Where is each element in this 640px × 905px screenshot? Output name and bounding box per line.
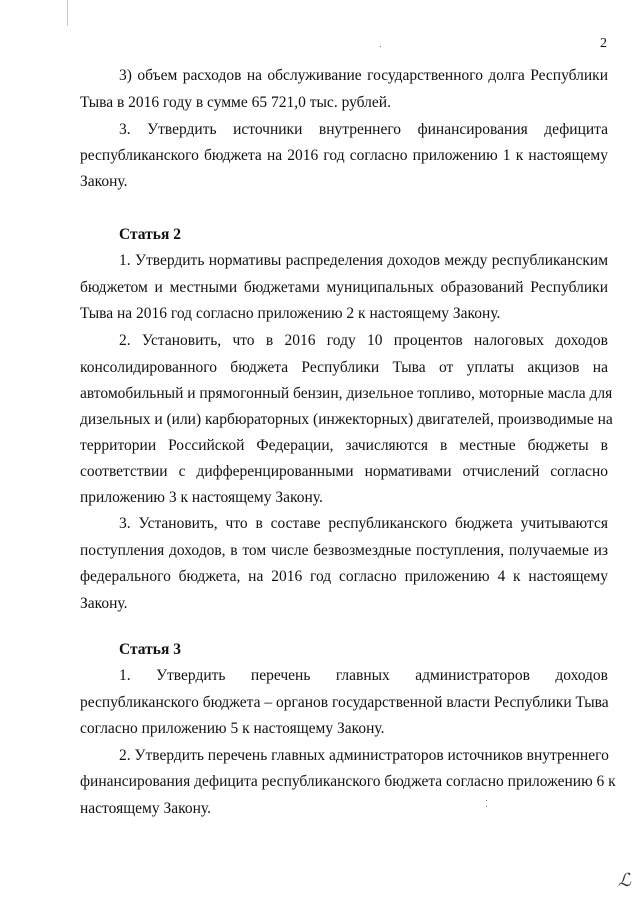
text-line: 3. Установить, что в составе республиканского бюджета учитываются bbox=[119, 515, 608, 532]
text-line: дизельных и (или) карбюраторных (инжекторных) двигателей, производимые на bbox=[80, 411, 613, 428]
text-line: финансирования дефицита республиканского бюджета согласно приложению 6 к bbox=[80, 773, 616, 790]
text-line: территории Российской Федерации, зачисляются в местные бюджеты в bbox=[80, 437, 608, 454]
text-line: федерального бюджета, на 2016 год согласно приложению 4 к настоящему bbox=[80, 568, 608, 585]
scan-artifact-line bbox=[67, 0, 68, 26]
page-number: 2 bbox=[600, 36, 607, 51]
handwritten-mark: ℒ bbox=[618, 870, 631, 890]
text-line: соответствии с дифференцированными нормативами отчислений согласно bbox=[80, 463, 608, 480]
scan-speck bbox=[486, 806, 487, 807]
scan-speck bbox=[380, 46, 381, 47]
text-line: Тыва в 2016 году в сумме 65 721,0 тыс. рублей. bbox=[80, 94, 391, 111]
article-3-title: Статья 3 bbox=[119, 641, 181, 658]
text-line: Тыва на 2016 год согласно приложению 2 к настоящему Закону. bbox=[80, 305, 501, 322]
text-line: республиканского бюджета на 2016 год согласно приложению 1 к настоящему bbox=[80, 147, 608, 164]
text-line: настоящему Закону. bbox=[80, 800, 211, 817]
text-line: приложению 3 к настоящему Закону. bbox=[80, 489, 323, 506]
text-line: Закону. bbox=[80, 595, 128, 612]
text-line: автомобильный и прямогонный бензин, дизельное топливо, моторные масла для bbox=[80, 385, 613, 402]
text-line: 2. Утвердить перечень главных администраторов источников внутреннего bbox=[119, 747, 609, 764]
text-line: согласно приложению 5 к настоящему Закону. bbox=[80, 720, 385, 737]
text-line: 3. Утвердить источники внутреннего финансирования дефицита bbox=[119, 121, 608, 138]
text-line: 1. Утвердить перечень главных администраторов доходов bbox=[119, 667, 608, 684]
text-line: республиканского бюджета – органов государственной власти Республики Тыва bbox=[80, 694, 609, 711]
scan-speck bbox=[486, 800, 487, 801]
text-line: бюджетом и местными бюджетами муниципальных образований Республики bbox=[80, 279, 608, 296]
text-line: 3) объем расходов на обслуживание государственного долга Республики bbox=[119, 67, 608, 84]
text-line: 1. Утвердить нормативы распределения доходов между республиканским bbox=[119, 252, 608, 269]
text-line: Закону. bbox=[80, 173, 128, 190]
text-line: консолидированного бюджета Республики Тыва от уплаты акцизов на bbox=[80, 359, 608, 376]
text-line: 2. Установить, что в 2016 году 10 процентов налоговых доходов bbox=[119, 332, 608, 349]
article-2-title: Статья 2 bbox=[119, 226, 181, 243]
text-line: поступления доходов, в том числе безвозмездные поступления, получаемые из bbox=[80, 542, 608, 559]
